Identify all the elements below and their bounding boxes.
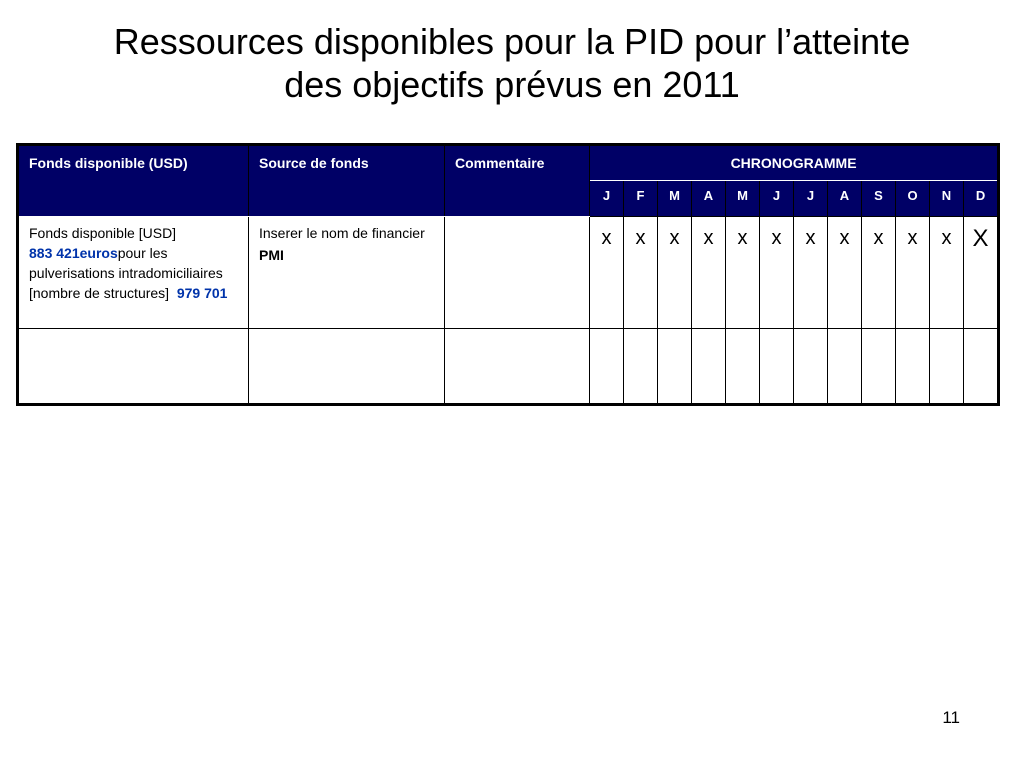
mark-dec: X — [964, 217, 999, 329]
empty-cell — [624, 329, 658, 405]
empty-cell — [828, 329, 862, 405]
month-aug: A — [828, 181, 862, 217]
slide-title — [0, 20, 1024, 106]
commentaire-cell — [445, 217, 590, 329]
month-jun: J — [760, 181, 794, 217]
fonds-description: pour les pulverisations intradomiciliaires [nombre de structures] — [29, 245, 223, 301]
month-feb: F — [624, 181, 658, 217]
month-jul: J — [794, 181, 828, 217]
mark-jul: x — [794, 217, 828, 329]
mark-mar: x — [658, 217, 692, 329]
month-apr: A — [692, 181, 726, 217]
mark-nov: x — [930, 217, 964, 329]
empty-cell — [658, 329, 692, 405]
table-row — [18, 217, 999, 329]
month-oct: O — [896, 181, 930, 217]
mark-jan: x — [590, 217, 624, 329]
empty-cell — [726, 329, 760, 405]
header-chronogramme: CHRONOGRAMME — [590, 145, 999, 181]
title-line-2: des objectifs prévus en 2011 — [284, 64, 740, 105]
header-source: Source de fonds — [249, 145, 445, 217]
empty-cell — [964, 329, 999, 405]
empty-cell — [692, 329, 726, 405]
empty-cell — [896, 329, 930, 405]
empty-cell — [862, 329, 896, 405]
mark-may: x — [726, 217, 760, 329]
month-may: M — [726, 181, 760, 217]
empty-cell — [590, 329, 624, 405]
mark-oct: x — [896, 217, 930, 329]
month-dec: D — [964, 181, 999, 217]
header-fonds: Fonds disponible (USD) — [18, 145, 249, 217]
empty-cell — [445, 329, 590, 405]
month-mar: M — [658, 181, 692, 217]
empty-cell — [249, 329, 445, 405]
source-text: Inserer le nom de financier — [259, 225, 425, 241]
empty-cell — [18, 329, 249, 405]
table-row-empty — [18, 329, 999, 405]
mark-sep: x — [862, 217, 896, 329]
empty-cell — [794, 329, 828, 405]
header-row — [18, 145, 999, 181]
fonds-cell — [18, 217, 249, 329]
fonds-amount: 883 421euros — [29, 245, 118, 261]
mark-aug: x — [828, 217, 862, 329]
resources-table — [16, 143, 1000, 406]
page-number: 11 — [942, 708, 960, 727]
empty-cell — [760, 329, 794, 405]
mark-feb: x — [624, 217, 658, 329]
source-name: PMI — [259, 247, 284, 263]
empty-cell — [930, 329, 964, 405]
month-jan: J — [590, 181, 624, 217]
mark-jun: x — [760, 217, 794, 329]
month-nov: N — [930, 181, 964, 217]
fonds-label: Fonds disponible [USD] — [29, 225, 177, 241]
title-line-1: Ressources disponibles pour la PID pour l’atteinte — [113, 21, 911, 62]
source-cell — [249, 217, 445, 329]
mark-apr: x — [692, 217, 726, 329]
month-sep: S — [862, 181, 896, 217]
header-commentaire: Commentaire — [445, 145, 590, 217]
fonds-structures: 979 701 — [176, 285, 228, 301]
